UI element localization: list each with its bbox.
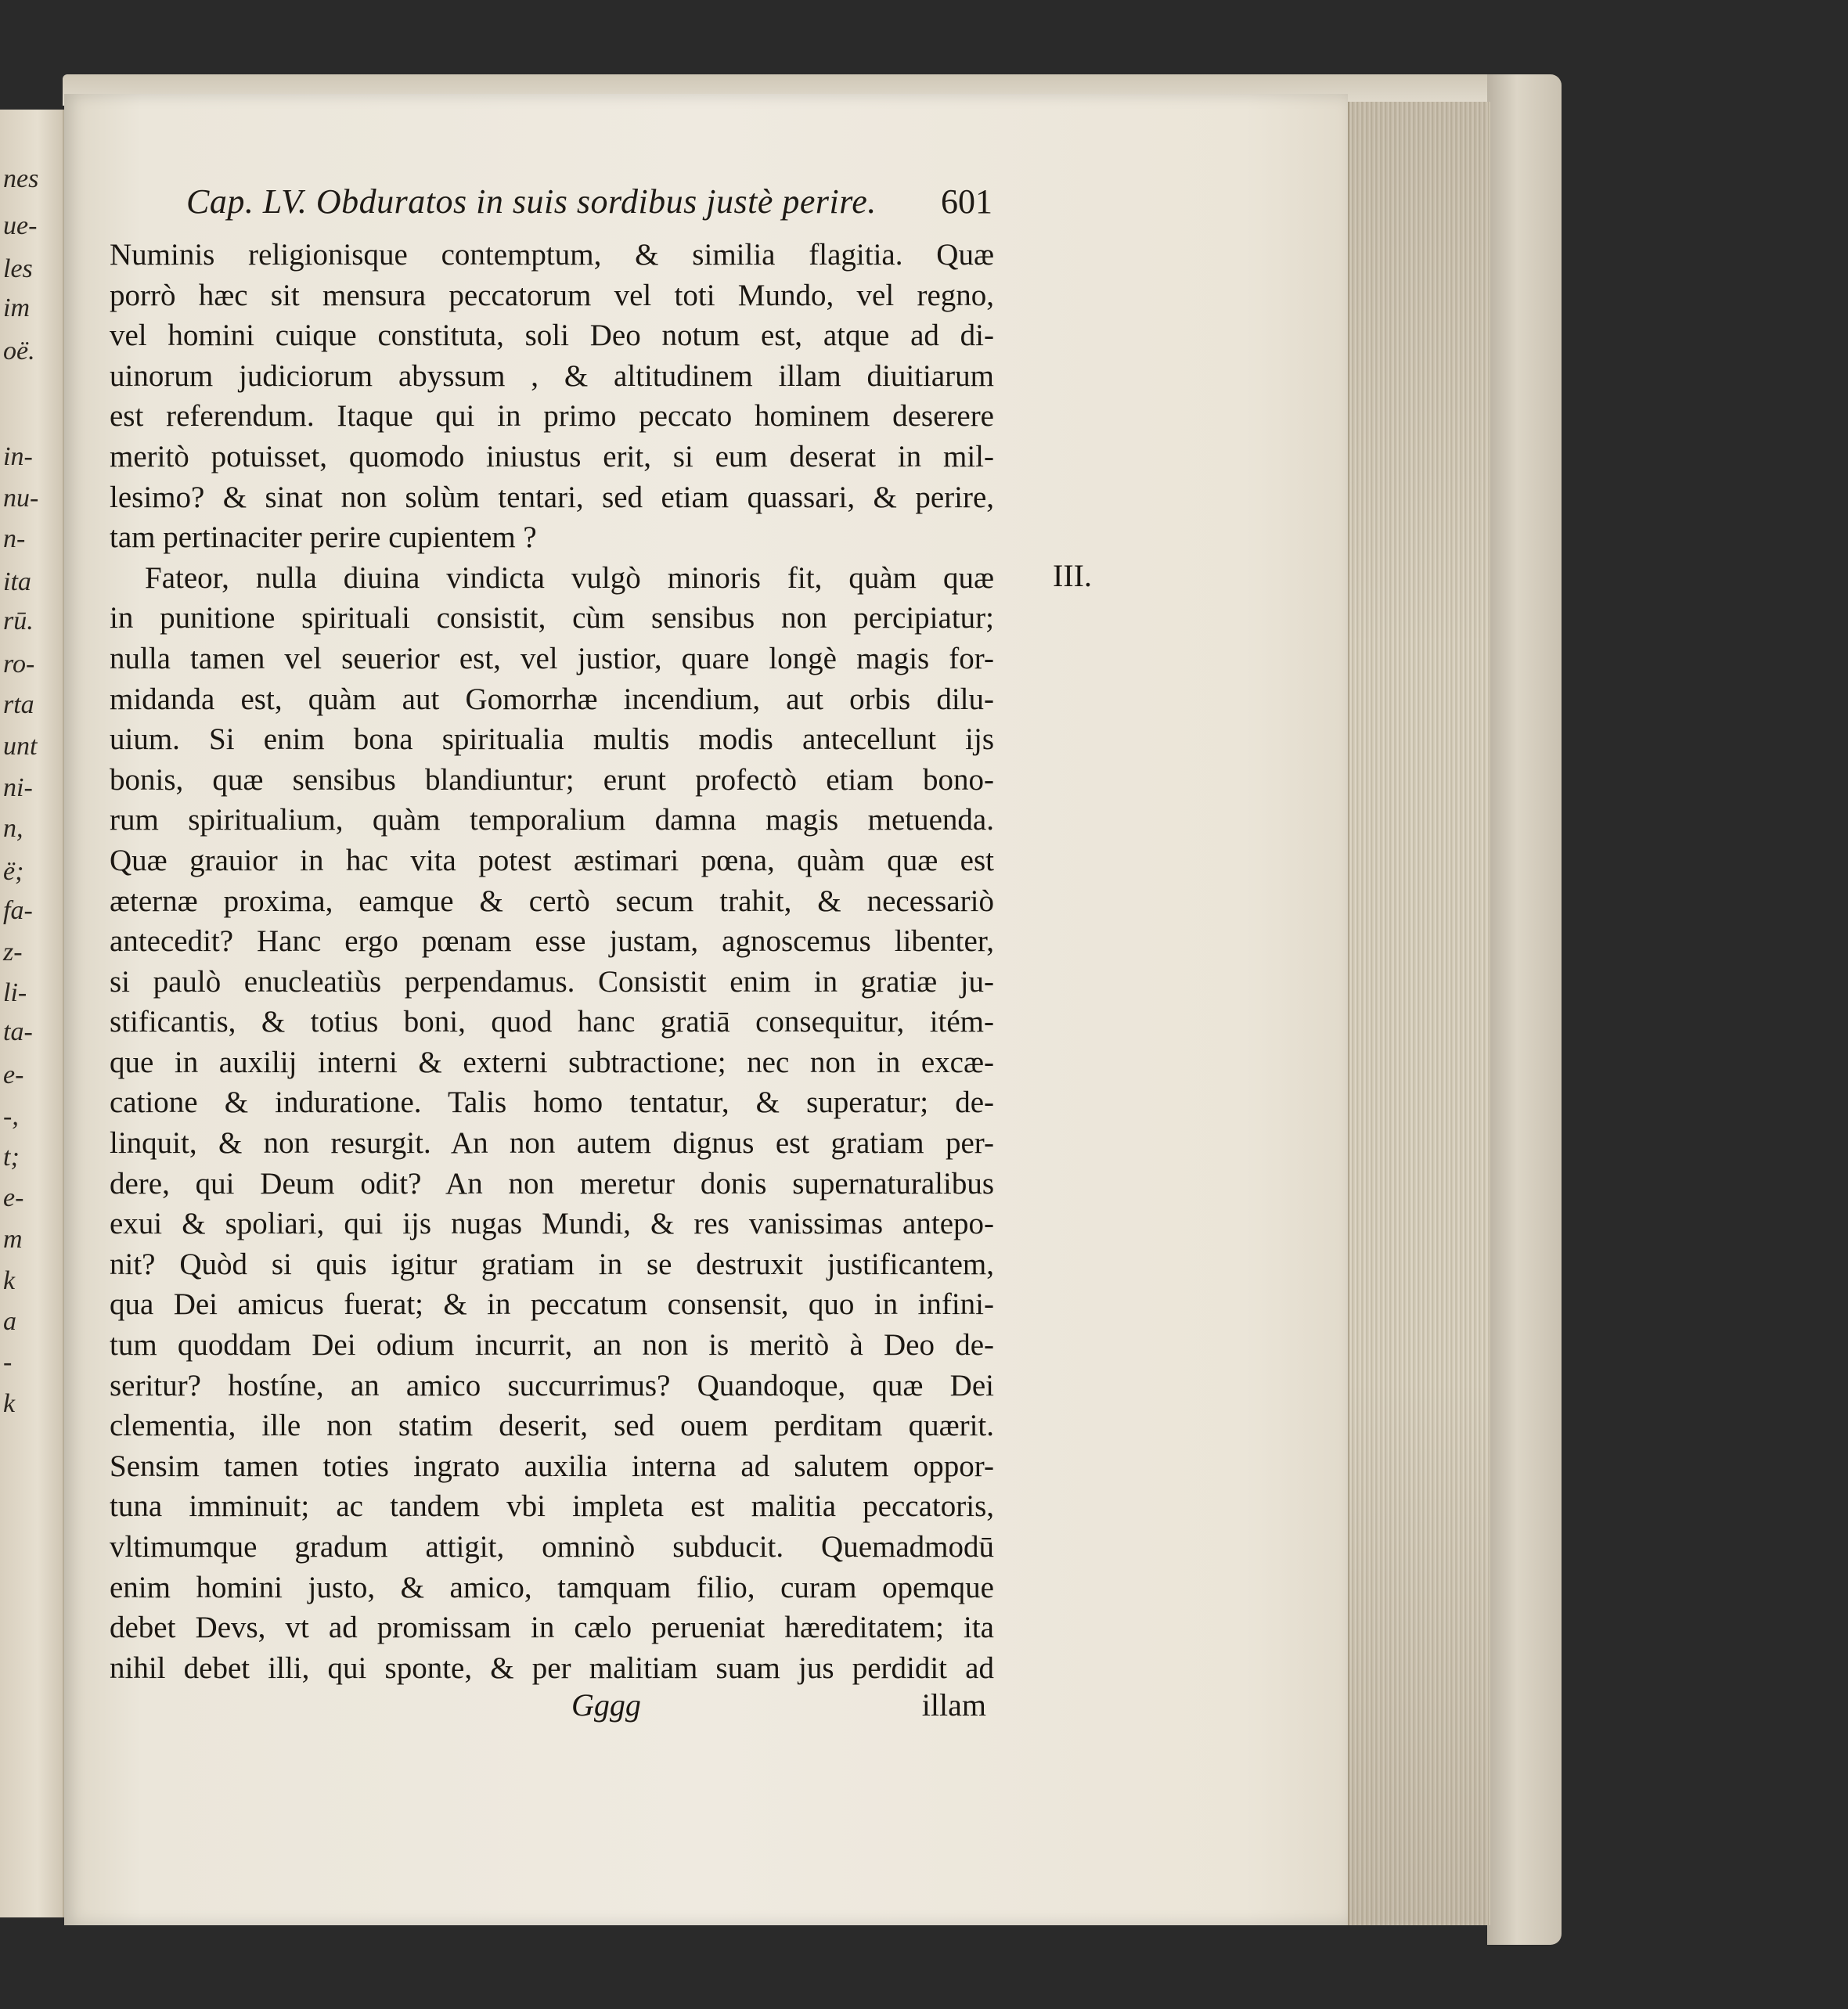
signature-mark: Gggg xyxy=(571,1687,641,1723)
text-line: catione & induratione. Talis homo tentatur, & superatur; de- xyxy=(110,1086,994,1120)
left-page-fragment: e- xyxy=(3,1060,24,1089)
text-line: seritur? hostíne, an amico succurrimus? Quandoque, quæ Dei xyxy=(110,1368,994,1402)
text-line: Fateor, nulla diuina vindicta vulgò minoris fit, quàm quæ xyxy=(145,560,994,595)
text-line: est referendum. Itaque qui in primo peccato hominem deserere xyxy=(110,399,994,434)
text-line: uinorum judiciorum abyssum , & altitudinem illam diuitiarum xyxy=(110,358,994,393)
page-edges-shade xyxy=(1348,102,1489,1925)
text-line: bonis, quæ sensibus blandiuntur; erunt profectò etiam bono- xyxy=(110,762,994,797)
left-page-fragment: oë. xyxy=(3,337,35,365)
left-page-fragment: ue- xyxy=(3,211,38,240)
text-line: tum quoddam Dei odium incurrit, an non is meritò à Deo de- xyxy=(110,1328,994,1363)
left-page-fragment: ta- xyxy=(3,1017,33,1046)
text-line: uium. Si enim bona spiritualia multis modis antecellunt ijs xyxy=(110,722,994,757)
left-page-fragment: n- xyxy=(3,524,26,553)
text-line: Sensim tamen toties ingrato auxilia interna ad salutem oppor- xyxy=(110,1449,994,1483)
text-line: debet Devs, vt ad promissam in cælo perueniat hæreditatem; ita xyxy=(110,1611,994,1645)
text-line: enim homini justo, & amico, tamquam filio, curam opemque xyxy=(110,1570,994,1604)
left-page-fragment: -, xyxy=(3,1102,19,1131)
text-line: vltimumque gradum attigit, omninò subducit. Quemadmodū xyxy=(110,1530,994,1564)
left-page-fragment: rta xyxy=(3,690,34,719)
margin-section-number: III. xyxy=(1053,558,1092,593)
text-line: linquit, & non resurgit. An non autem dignus est gratiam per- xyxy=(110,1126,994,1161)
left-page-fragment: z- xyxy=(3,938,23,967)
left-page-fragment: n, xyxy=(3,814,23,843)
text-line: porrò hæc sit mensura peccatorum vel toti Mundo, vel regno, xyxy=(110,278,994,312)
text-line: æternæ proxima, eamque & certò secum trahit, & necessariò xyxy=(110,884,994,918)
left-page-fragment: nu- xyxy=(3,484,39,513)
text-line: meritò potuisset, quomodo iniustus erit, si eum deserat in mil- xyxy=(110,439,994,473)
running-head xyxy=(186,182,992,221)
running-head-title: Cap. LV. Obduratos in suis sordibus justè perire. xyxy=(186,182,877,221)
text-line: tam pertinaciter perire cupientem ? xyxy=(110,520,537,555)
left-page-fragment: ro- xyxy=(3,650,35,679)
left-page-fragment: k xyxy=(3,1266,16,1295)
left-page-fragment: fa- xyxy=(3,896,33,925)
text-line: exui & spoliari, qui ijs nugas Mundi, & res vanissimas antepo- xyxy=(110,1207,994,1241)
left-page-fragment: ni- xyxy=(3,773,33,802)
text-line: lesimo? & sinat non solùm tentari, sed etiam quassari, & perire, xyxy=(110,480,994,514)
text-line: Numinis religionisque contemptum, & similia flagitia. Quæ xyxy=(110,238,994,272)
text-line: in punitione spirituali consistit, cùm sensibus non percipiatur; xyxy=(110,601,994,635)
text-line: nit? Quòd si quis igitur gratiam in se destruxit justificantem, xyxy=(110,1247,994,1281)
left-page-fragment: e- xyxy=(3,1183,24,1212)
text-line: clementia, ille non statim deserit, sed ouem perditam quærit. xyxy=(110,1409,994,1443)
text-line: dere, qui Deum odit? An non meretur donis supernaturalibus xyxy=(110,1166,994,1201)
left-page-fragment: rū. xyxy=(3,607,34,635)
text-line: rum spiritualium, quàm temporalium damna magis metuenda. xyxy=(110,803,994,837)
catchword: illam xyxy=(921,1687,986,1723)
text-line: que in auxilij interni & externi subtractione; nec non in excæ- xyxy=(110,1045,994,1079)
page-footer xyxy=(571,1687,986,1723)
left-page-fragment: nes xyxy=(3,164,39,193)
body-text xyxy=(110,235,994,1688)
text-line: antecedit? Hanc ergo pœnam esse justam, agnoscemus libenter, xyxy=(110,924,994,959)
text-line: nihil debet illi, qui sponte, & per malitiam suam jus perdidit ad xyxy=(110,1651,994,1685)
text-line: qua Dei amicus fuerat; & in peccatum consensit, quo in infini- xyxy=(110,1287,994,1322)
left-page-fragment: - xyxy=(3,1348,13,1377)
text-line: si paulò enucleatiùs perpendamus. Consistit enim in gratiæ ju- xyxy=(110,964,994,999)
left-page-fragment: t; xyxy=(3,1143,20,1172)
left-page-fragment: a xyxy=(3,1307,16,1336)
left-page-fragment: ë; xyxy=(3,857,24,886)
text-line: vel homini cuique constituta, soli Deo notum est, atque ad di- xyxy=(110,319,994,353)
text-line: stificantis, & totius boni, quod hanc gratiā consequitur, itém- xyxy=(110,1005,994,1039)
left-facing-page xyxy=(0,110,65,1917)
text-line: midanda est, quàm aut Gomorrhæ incendium, aut orbis dilu- xyxy=(110,682,994,716)
left-page-fragment: les xyxy=(3,254,33,283)
text-line: Quæ grauior in hac vita potest æstimari pœna, quàm quæ est xyxy=(110,843,994,877)
left-page-fragment: unt xyxy=(3,732,38,761)
book-cover-right-edge xyxy=(1487,74,1562,1945)
left-page-fragment: im xyxy=(3,293,30,322)
text-line: tuna imminuit; ac tandem vbi impleta est malitia peccatoris, xyxy=(110,1489,994,1524)
text-line: nulla tamen vel seuerior est, vel justior, quare longè magis for- xyxy=(110,641,994,675)
page-number: 601 xyxy=(941,182,992,221)
left-page-fragment: ita xyxy=(3,567,31,596)
left-page-fragment: li- xyxy=(3,978,27,1007)
left-page-fragment: m xyxy=(3,1225,23,1254)
left-page-fragment: in- xyxy=(3,442,33,471)
left-page-fragment: k xyxy=(3,1389,16,1418)
